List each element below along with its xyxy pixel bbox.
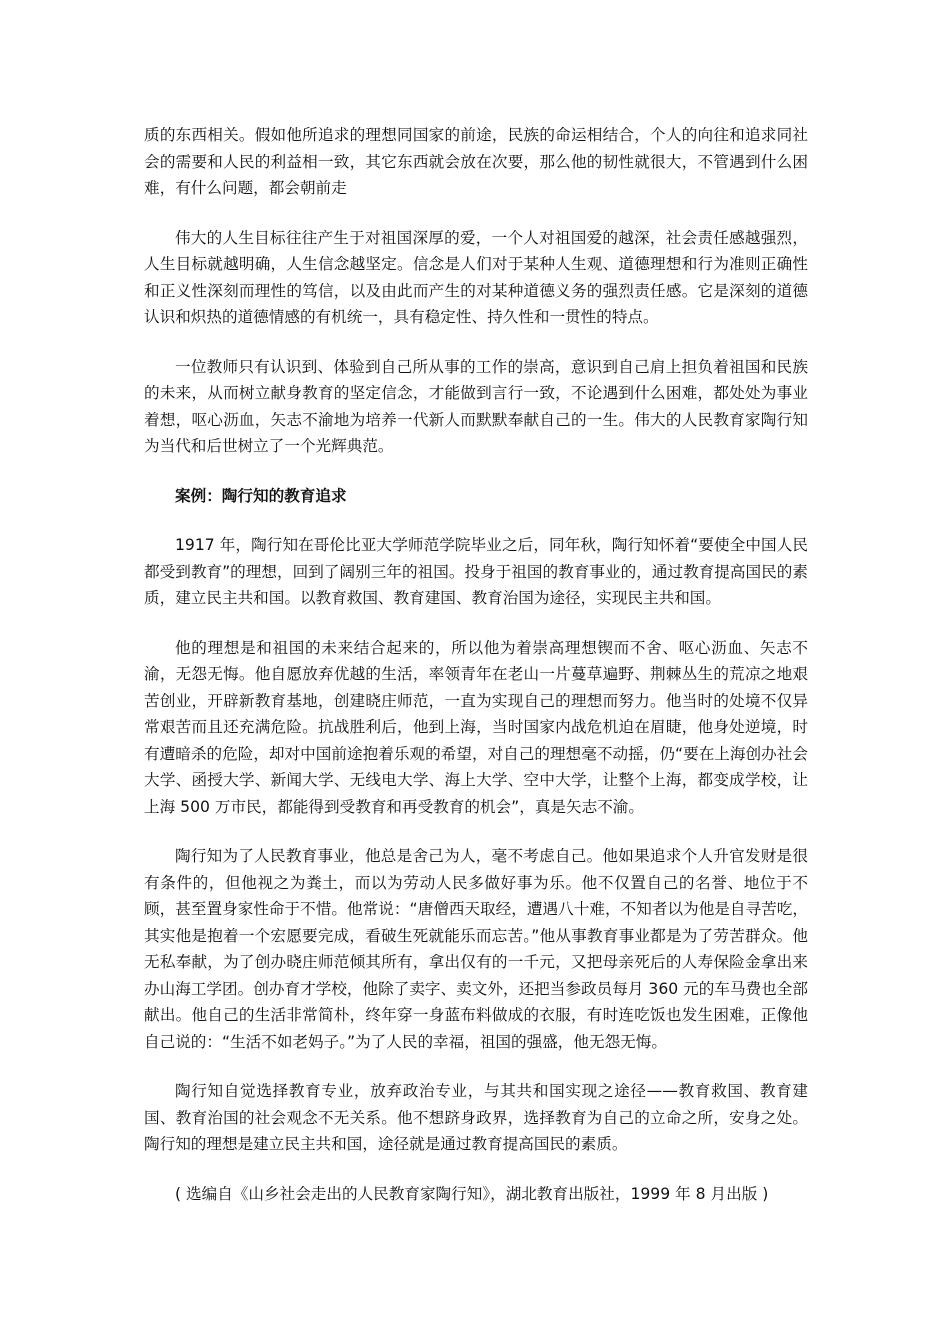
paragraph-life-goal: 伟大的人生目标往往产生于对祖国深厚的爱，一个人对祖国爱的越深，社会责任感越强烈，人生目标就越明确，人生信念越坚定。信念是人们对于某种人生观、道德理想和行为准则正确性和正义性深刻而理性的笃信，以及由此而产生的对某种道德义务的强烈责任感。它是深刻的道德认识和炽热的道德情感的有机统一，具有稳定性、持久性和一贯性的特点。 (144, 228, 808, 326)
paragraph-selfless: 陶行知为了人民教育事业，他总是舍己为人，毫不考虑自己。他如果追求个人升官发财是很有条件的，但他视之为粪土，而以为劳动人民多做好事为乐。他不仅置自己的名誉、地位于不顾，甚至置身家性命于不惜。他常说：“唐僧西天取经，遭遇八十难，不知者以为他是自寻苦吃，其实他是抱着一个宏愿要完成，看破生死就能乐而忘苦。”他从事教育事业都是为了劳苦群众。他无私奉献，为了创办晓庄师范倾其所有，拿出仅有的一千元，又把母亲死后的人寿保险金拿出来办山海工学团。创办育才学校，他除了卖字、卖文外，还把当参政员每月 360 元的车马费也全部献出。他自己的生活非常简朴，终年穿一身蓝布料做成的衣服，有时连吃饭也发生困难，正像他自己说的：“生活不如老妈子。”为了人民的幸福，祖国的强盛，他无怨无悔。 (144, 847, 808, 1051)
source-citation: ( 选编自《山乡社会走出的人民教育家陶行知》，湖北教育出版社，1999 年 8 月出版 ) (175, 1184, 769, 1203)
paragraph-ideal: 他的理想是和祖国的未来结合起来的，所以他为着崇高理想锲而不舍、呕心沥血、矢志不渝，无怨无悔。他自愿放弃优越的生活，率领青年在老山一片蔓草遍野、荆棘丛生的荒凉之地艰苦创业，开辟新教育基地，创建晓庄师范，一直为实现自己的理想而努力。他当时的处境不仅异常艰苦而且还充满危险。抗战胜利后，他到上海，当时国家内战危机迫在眉睫，他身处逆境，时有遭暗杀的危险，却对中国前途抱着乐观的希望，对自己的理想毫不动摇，仍“要在上海创办社会大学、函授大学、新闻大学、无线电大学、海上大学、空中大学，让整个上海，都变成学校，让上海 500 万市民，都能得到受教育和再受教育的机会”，真是矢志不渝。 (144, 638, 808, 816)
document-page (144, 122, 808, 1207)
paragraph-gap (144, 612, 808, 635)
paragraph-gap (144, 331, 808, 354)
case-heading: 案例：陶行知的教育追求 (175, 486, 347, 505)
paragraph-gap (144, 202, 808, 225)
paragraph-choice: 陶行知自觉选择教育专业，放弃政治专业，与其共和国实现之途径——教育救国、教育建国、教育治国的社会观念不无关系。他不想跻身政界，选择教育为自己的立命之所，安身之处。陶行知的理想是建立民主共和国，途径就是通过教育提高国民的素质。 (144, 1082, 808, 1153)
paragraph-gap (144, 820, 808, 843)
paragraph-gap (144, 509, 808, 532)
paragraph-continuation: 质的东西相关。假如他所追求的理想同国家的前途，民族的命运相结合，个人的向往和追求同社会的需要和人民的利益相一致，其它东西就会放在次要，那么他的韧性就很大，不管遇到什么困难，有什么问题，都会朝前走 (144, 126, 808, 197)
paragraph-1917: 1917 年，陶行知在哥伦比亚大学师范学院毕业之后，同年秋，陶行知怀着“要使全中国人民都受到教育”的理想，回到了阔别三年的祖国。投身于祖国的教育事业的，通过教育提高国民的素质，建立民主共和国。以教育救国、教育建国、教育治国为途径，实现民主共和国。 (144, 536, 808, 607)
paragraph-gap (144, 1055, 808, 1078)
paragraph-gap (144, 1158, 808, 1181)
paragraph-gap (144, 460, 808, 483)
paragraph-teacher-belief: 一位教师只有认识到、体验到自己所从事的工作的崇高，意识到自己肩上担负着祖国和民族的未来，从而树立献身教育的坚定信念，才能做到言行一致，不论遇到什么困难，都处处为事业着想，呕心沥血，矢志不渝地为培养一代新人而默默奉献自己的一生。伟大的人民教育家陶行知为当代和后世树立了一个光辉典范。 (144, 357, 808, 455)
